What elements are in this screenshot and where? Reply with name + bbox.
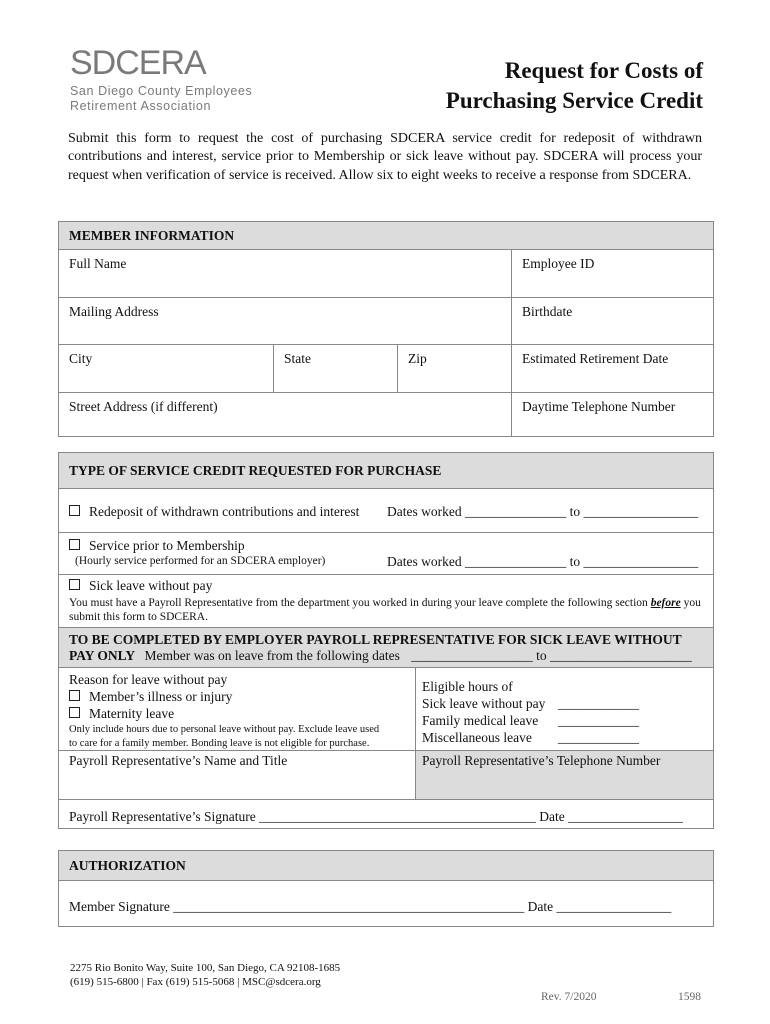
state-field[interactable] [273, 344, 397, 392]
revision-date: Rev. 7/2020 [541, 991, 597, 1003]
footer-contact: (619) 515-6800 | Fax (619) 515-5068 | MSC@sdcera.org [70, 976, 321, 988]
reason-label: Reason for leave without pay [69, 672, 228, 687]
employee-id-field[interactable] [511, 249, 713, 297]
service-prior-label: Service prior to Membership [89, 538, 245, 553]
family-hours-blank[interactable]: ____________ [558, 713, 639, 728]
retirement-date-field[interactable] [511, 344, 713, 392]
rep-phone-label: Payroll Representative’s Telephone Number [422, 753, 661, 768]
logo-subtitle-line1: San Diego County Employees [70, 84, 253, 98]
maternity-label: Maternity leave [89, 706, 175, 721]
redeposit-row [59, 488, 713, 533]
sdcera-logo: SDCERA [70, 44, 206, 82]
city-field[interactable] [59, 344, 273, 392]
rep-phone-field[interactable] [415, 750, 713, 799]
full-name-field[interactable] [59, 249, 511, 297]
title-line2: Purchasing Service Credit [445, 88, 703, 113]
service-prior-note: (Hourly service performed for an SDCERA employer) [75, 555, 326, 567]
redeposit-dates-worked[interactable]: Dates worked _______________ to _________________ [387, 504, 699, 519]
birthdate-field[interactable] [511, 297, 713, 344]
sick-leave-checkbox[interactable] [69, 579, 80, 590]
mailing-address-field[interactable] [59, 297, 511, 344]
employee-id-label: Employee ID [522, 256, 595, 271]
redeposit-checkbox[interactable] [69, 505, 80, 516]
payroll-heading-dates-label: Member was on leave from the following dates [144, 648, 400, 663]
payroll-heading-line1: TO BE COMPLETED BY EMPLOYER PAYROLL REPRESENTATIVE FOR SICK LEAVE WITHOUT [69, 632, 682, 647]
street-address-label: Street Address (if different) [69, 399, 218, 414]
payroll-heading-pay-only: PAY ONLY [69, 648, 136, 663]
misc-hours-label: Miscellaneous leave [422, 730, 532, 745]
sick-leave-note-end: you submit this form to SDCERA. [69, 597, 701, 623]
mailing-address-label: Mailing Address [69, 304, 159, 319]
sick-leave-note-text: You must have a Payroll Representative from the department you worked in during your leave complete the following section [69, 597, 648, 609]
service-credit-heading: TYPE OF SERVICE CREDIT REQUESTED FOR PURCHASE [59, 453, 713, 488]
street-address-field[interactable] [59, 392, 511, 436]
service-prior-checkbox[interactable] [69, 539, 80, 550]
reason-note-line2: to care for a family member. Bonding leave is not eligible for purchase. [69, 738, 370, 749]
illness-checkbox[interactable] [69, 690, 80, 701]
full-name-label: Full Name [69, 256, 127, 271]
reason-cell [59, 667, 415, 751]
eligible-hours-cell [415, 667, 714, 751]
rep-signature-row [59, 799, 713, 829]
sick-hours-blank[interactable]: ____________ [558, 696, 639, 711]
member-information-table [58, 221, 714, 437]
state-label: State [284, 351, 311, 366]
reason-note [69, 723, 379, 751]
sick-hours-label: Sick leave without pay [422, 696, 546, 711]
page-title [446, 56, 703, 116]
retirement-date-label: Estimated Retirement Date [522, 351, 669, 366]
redeposit-label: Redeposit of withdrawn contributions and interest [89, 504, 360, 519]
rep-signature-line[interactable]: Payroll Representative’s Signature _________________________________________ Date _________________ [69, 809, 683, 824]
maternity-checkbox[interactable] [69, 707, 80, 718]
phone-field[interactable] [511, 392, 713, 436]
service-prior-row [59, 532, 713, 575]
sick-leave-note-before: before [650, 597, 681, 609]
sick-leave-label: Sick leave without pay [89, 578, 213, 593]
authorization-heading: AUTHORIZATION [59, 851, 713, 880]
reason-note-line1: Only include hours due to personal leave without pay. Exclude leave used [69, 724, 380, 735]
intro-paragraph: Submit this form to request the cost of purchasing SDCERA service credit for redeposit of withdrawn contributions and interest, service prior to Membership or sick leave without pay. SDCERA will process your request when verification of service is received. Allow six to eight weeks to receive a response from SDCERA. [68, 131, 702, 183]
rep-name-label: Payroll Representative’s Name and Title [69, 753, 288, 768]
phone-label: Daytime Telephone Number [522, 399, 676, 414]
logo-subtitle-line2: Retirement Association [70, 99, 212, 113]
zip-label: Zip [408, 351, 427, 366]
member-signature-line[interactable]: Member Signature ____________________________________________________ Date _________________ [69, 899, 672, 914]
title-line1: Request for Costs of [504, 58, 703, 83]
footer-address: 2275 Rio Bonito Way, Suite 100, San Diego, CA 92108-1685 [70, 962, 341, 974]
eligible-hours-label: Eligible hours of [422, 679, 513, 694]
sick-leave-note [69, 596, 709, 624]
birthdate-label: Birthdate [522, 304, 573, 319]
service-credit-table [58, 452, 714, 829]
form-number: 1598 [678, 991, 701, 1003]
member-information-heading: MEMBER INFORMATION [59, 222, 713, 249]
payroll-heading-dates[interactable]: __________________ to _____________________ [411, 648, 692, 663]
city-label: City [69, 351, 93, 366]
zip-field[interactable] [397, 344, 511, 392]
misc-hours-blank[interactable]: ____________ [558, 730, 639, 745]
family-hours-label: Family medical leave [422, 713, 539, 728]
sick-leave-row [59, 574, 713, 628]
rep-name-field[interactable] [59, 750, 415, 799]
illness-label: Member’s illness or injury [89, 689, 233, 704]
payroll-section-heading [59, 627, 713, 668]
authorization-table [58, 850, 714, 927]
member-signature-row [59, 880, 713, 927]
service-prior-dates-worked[interactable]: Dates worked _______________ to _________________ [387, 554, 699, 569]
